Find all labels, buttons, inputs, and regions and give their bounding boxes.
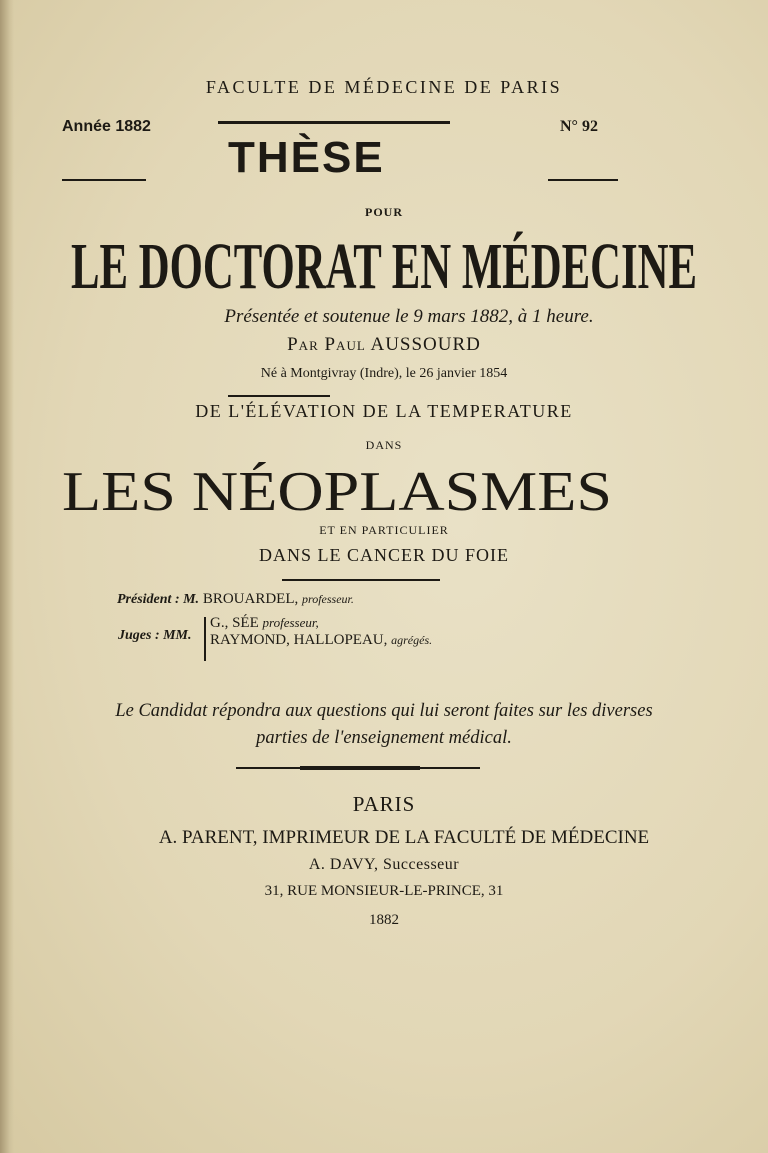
notice-line-2: parties de l'enseignement médical.	[256, 728, 512, 748]
page-edge	[0, 0, 14, 1153]
title-line-2: DANS	[365, 438, 403, 452]
judge-2	[210, 632, 432, 649]
these-heading: THÈSE	[228, 133, 385, 182]
title-line-1: DE L'ÉLÉVATION DE LA TEMPERATURE	[195, 401, 573, 421]
author-line: Par Paul AUSSOURD	[287, 334, 481, 355]
president-line	[117, 591, 354, 608]
pour-label: POUR	[365, 205, 403, 219]
imprint-city: PARIS	[352, 792, 416, 816]
year-label: Année 1882	[62, 118, 151, 135]
president-label: Président : M.	[117, 592, 200, 607]
brace	[204, 617, 206, 661]
title-line-4: ET EN PARTICULIER	[319, 523, 449, 537]
imprint-year: 1882	[369, 912, 399, 928]
judge-1-role: professeur,	[262, 615, 319, 630]
divider	[228, 395, 330, 397]
imprint-printer: A. PARENT, IMPRIMEUR DE LA FACULTÉ DE MÉDECINE	[158, 827, 650, 848]
judge-2-role: agrégés.	[391, 633, 433, 647]
title-line-5: DANS LE CANCER DU FOIE	[258, 545, 509, 565]
birth-line: Né à Montgivray (Indre), le 26 janvier 1854	[260, 366, 508, 381]
presentation-line: Présentée et soutenue le 9 mars 1882, à 1 heure.	[224, 306, 594, 327]
imprint-address: 31, RUE MONSIEUR-LE-PRINCE, 31	[264, 883, 504, 899]
ornamental-divider-center	[300, 766, 420, 770]
judge-1-name: G., SÉE	[210, 615, 259, 631]
degree-heading	[0, 230, 768, 296]
divider	[218, 121, 450, 124]
notice-line-1: Le Candidat répondra aux questions qui lui seront faites sur les diverses	[115, 701, 653, 721]
divider	[62, 179, 146, 181]
faculty-heading: FACULTE DE MÉDECINE DE PARIS	[205, 77, 563, 97]
imprint-successor: A. DAVY, Successeur	[308, 856, 460, 873]
judge-2-name: RAYMOND, HALLOPEAU,	[210, 632, 388, 648]
title-line-3	[0, 462, 768, 516]
thesis-number: N° 92	[560, 118, 598, 135]
divider	[282, 579, 440, 581]
president-role: professeur.	[301, 592, 354, 606]
judge-1	[210, 615, 319, 632]
divider	[548, 179, 618, 181]
title-main: LES NÉOPLASMES	[62, 462, 612, 516]
degree-text: LE DOCTORAT EN MÉDECINE	[71, 230, 697, 296]
president-name: BROUARDEL,	[202, 591, 299, 607]
judges-label: Juges : MM.	[118, 628, 192, 643]
